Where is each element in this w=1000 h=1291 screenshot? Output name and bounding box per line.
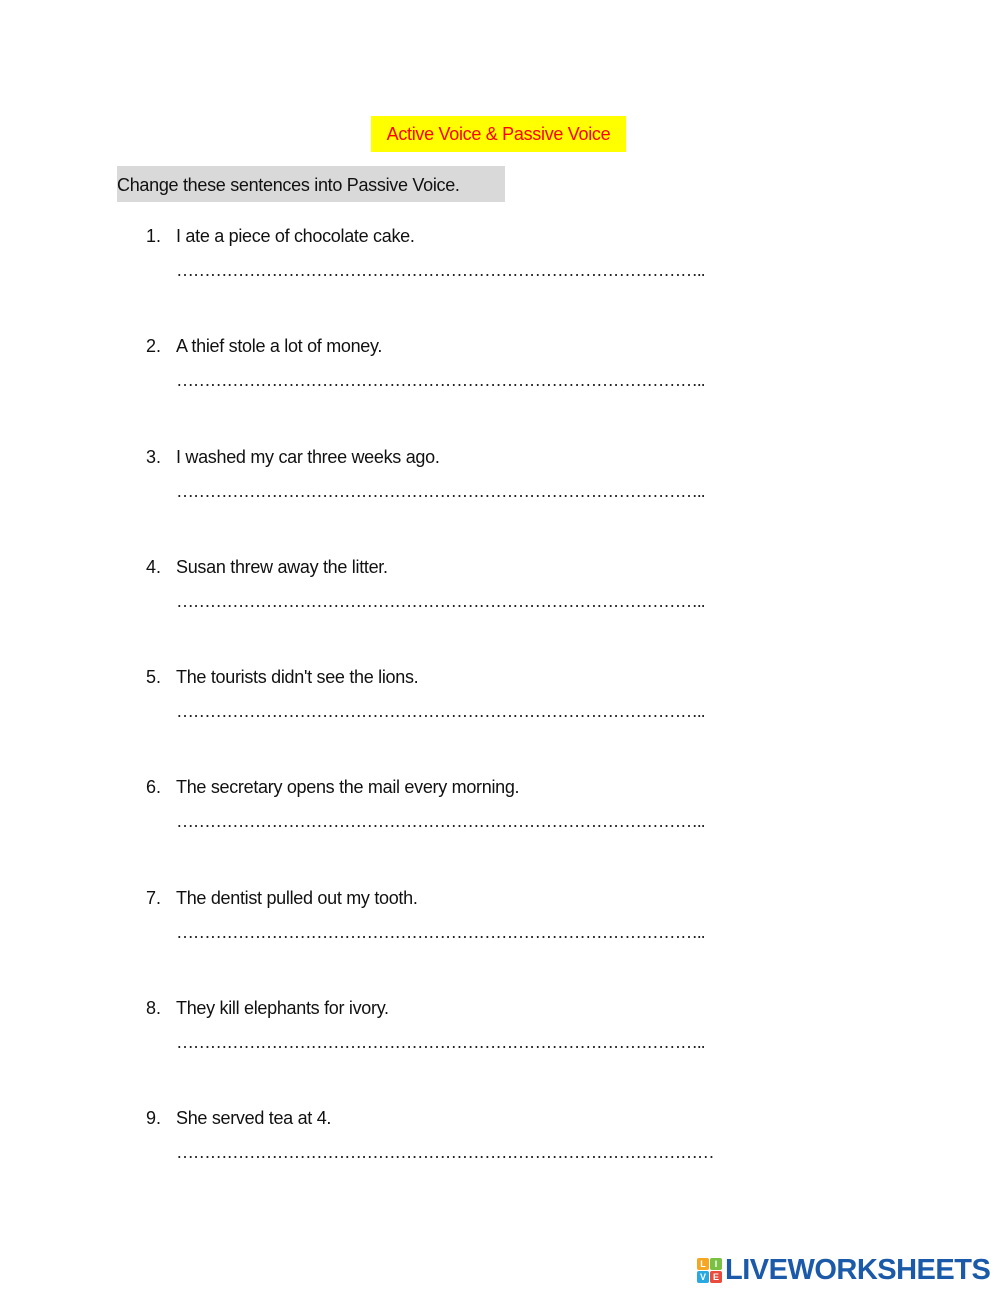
worksheet-title: Active Voice & Passive Voice xyxy=(371,116,626,152)
answer-line[interactable]: …………………………………………………………………………………… xyxy=(176,1142,714,1163)
question-item xyxy=(0,224,1000,334)
answer-line[interactable]: ………………………………………………………………………………….. xyxy=(176,701,705,722)
liveworksheets-wordmark: LIVEWORKSHEETS xyxy=(725,1254,991,1286)
logo-block-v: V xyxy=(697,1271,709,1283)
question-text: The tourists didn't see the lions. xyxy=(176,667,419,688)
question-number: 6. xyxy=(146,777,162,798)
answer-line[interactable]: ………………………………………………………………………………….. xyxy=(176,921,705,942)
answer-line[interactable]: ………………………………………………………………………………….. xyxy=(176,260,705,280)
liveworksheets-blocks-icon xyxy=(697,1258,722,1283)
logo-block-l: L xyxy=(697,1258,709,1270)
question-text: I ate a piece of chocolate cake. xyxy=(176,226,415,246)
question-item xyxy=(0,886,1000,996)
question-list xyxy=(0,224,1000,1217)
answer-line[interactable]: ………………………………………………………………………………….. xyxy=(176,811,705,832)
answer-line[interactable]: ………………………………………………………………………………….. xyxy=(176,370,705,391)
question-number: 1. xyxy=(146,226,162,246)
question-number: 3. xyxy=(146,446,162,467)
question-item xyxy=(0,1106,1000,1216)
question-text: Susan threw away the litter. xyxy=(176,556,388,577)
logo-block-i: I xyxy=(710,1258,722,1270)
question-number: 9. xyxy=(146,1108,162,1129)
question-item xyxy=(0,996,1000,1106)
answer-line[interactable]: ………………………………………………………………………………….. xyxy=(176,590,705,611)
question-number: 8. xyxy=(146,998,162,1019)
logo-block-e: E xyxy=(710,1271,722,1283)
question-item xyxy=(0,334,1000,444)
question-number: 4. xyxy=(146,556,162,577)
instruction-text: Change these sentences into Passive Voice. xyxy=(117,166,505,202)
question-number: 2. xyxy=(146,336,162,357)
question-text: A thief stole a lot of money. xyxy=(176,336,383,357)
question-item xyxy=(0,445,1000,555)
question-item xyxy=(0,665,1000,775)
question-text: They kill elephants for ivory. xyxy=(176,998,389,1019)
question-text: The dentist pulled out my tooth. xyxy=(176,887,418,908)
question-text: She served tea at 4. xyxy=(176,1108,332,1129)
question-number: 5. xyxy=(146,667,162,688)
answer-line[interactable]: ………………………………………………………………………………….. xyxy=(176,480,705,501)
question-number: 7. xyxy=(146,887,162,908)
question-text: The secretary opens the mail every morning. xyxy=(176,777,520,798)
answer-line[interactable]: ………………………………………………………………………………….. xyxy=(176,1032,705,1053)
question-text: I washed my car three weeks ago. xyxy=(176,446,440,467)
liveworksheets-logo xyxy=(697,1254,990,1286)
question-item xyxy=(0,775,1000,885)
question-item xyxy=(0,555,1000,665)
